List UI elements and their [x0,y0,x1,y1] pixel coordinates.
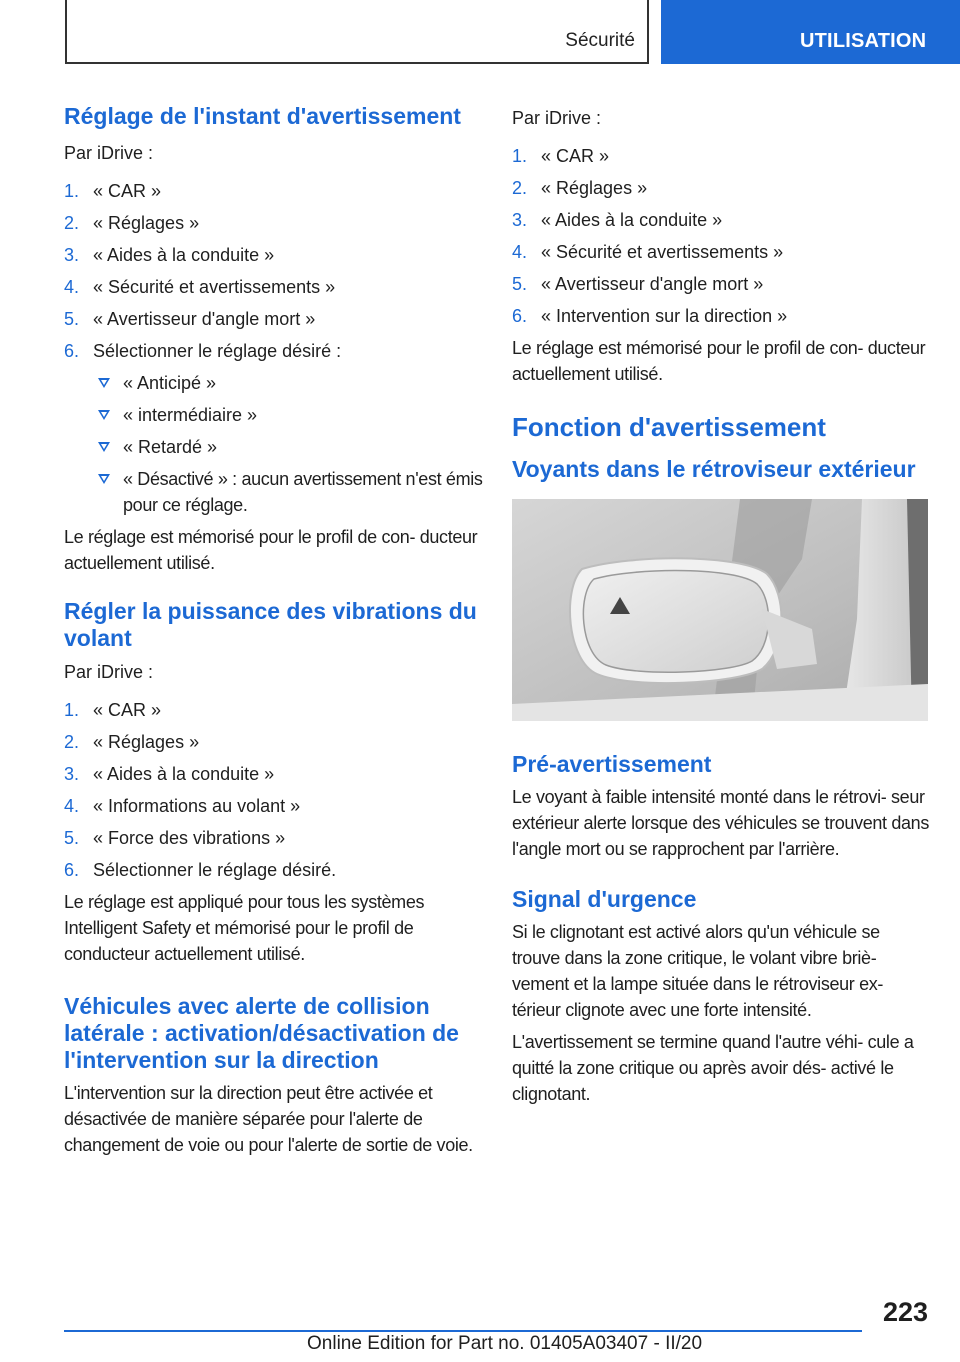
option-item: « Anticipé » [93,370,484,396]
triangle-bullet-icon [98,442,110,452]
step-item: 1. « CAR » [64,700,162,720]
option-item: « Retardé » [93,434,484,460]
body-steering-intervention: L'intervention sur la direction peut être activée et désactivée de manière séparée pour l'alerte de changement de voie ou pour l'alerte de sortie de voie. [64,1083,473,1155]
step-item: 6. « Intervention sur la direction » [512,306,788,326]
step-item: 6. Sélectionner le réglage désiré. [64,860,337,880]
heading-warning-time: Réglage de l'instant d'avertissement [64,103,461,129]
step-item: 4. « Sécurité et avertissements » [512,242,784,262]
mirror-illustration [512,499,930,721]
steps-steering [512,143,930,329]
left-column [64,100,484,1158]
step-item: 4. « Informations au volant » [64,796,301,816]
heading-mirror-lights: Voyants dans le rétroviseur extérieur [512,456,916,482]
note-profile-2: Le réglage est mémorisé pour le profil de con‐ ducteur actuellement utilisé. [512,338,926,384]
heading-warning-function: Fonction d'avertissement [512,412,826,442]
note-intelligent-safety: Le réglage est appliqué pour tous les systèmes Intelligent Safety et mémorisé pour le profil de conducteur actuellement utilisé. [64,892,425,964]
side-mirror-image [512,499,928,721]
step-item: 5. « Avertisseur d'angle mort » [512,274,764,294]
step-item: 1. « CAR » [512,146,610,166]
step-item: 3. « Aides à la conduite » [64,245,275,265]
option-item: « intermédiaire » [93,402,484,428]
heading-pre-warning: Pré‐avertissement [512,751,712,777]
step-item: 2. « Réglages » [64,732,200,752]
step-item: 6. Sélectionner le réglage désiré : [64,341,342,361]
triangle-bullet-icon [98,378,110,388]
header-section-box [65,0,649,64]
step-item: 4. « Sécurité et avertissements » [64,277,336,297]
footer-divider [64,1330,862,1332]
step-item: 3. « Aides à la conduite » [512,210,723,230]
triangle-bullet-icon [98,474,110,484]
footer-edition: Online Edition for Part no. 01405A03407 - II/20 [307,1333,703,1354]
header-section-title: Sécurité [565,30,635,51]
note-profile-1: Le réglage est mémorisé pour le profil de con‐ ducteur actuellement utilisé. [64,527,478,573]
step-item: 5. « Force des vibrations » [64,828,286,848]
header-chapter-tab [661,0,960,64]
page-number: 223 [882,1297,928,1327]
body-emergency-2: L'avertissement se termine quand l'autre véhi‐ cule a quitté la zone critique ou après avoir dés‐ activé le clignotant. [512,1032,914,1104]
options-warning-time [93,370,484,518]
intro-idrive-2: Par iDrive : [64,662,154,682]
right-column [512,100,930,1107]
heading-vibration-strength: Régler la puissance des vibrations du volant [64,598,477,651]
intro-idrive-3: Par iDrive : [512,108,602,128]
step-item: 1. « CAR » [64,181,162,201]
step-item: 2. « Réglages » [512,178,648,198]
intro-idrive-1: Par iDrive : [64,143,154,163]
step-item: 2. « Réglages » [64,213,200,233]
option-item: « Désactivé » : aucun avertissement n'est émis pour ce réglage. [93,466,484,518]
step-item: 3. « Aides à la conduite » [64,764,275,784]
heading-emergency-signal: Signal d'urgence [512,886,697,912]
header-chapter-title: UTILISATION [800,30,927,52]
triangle-bullet-icon [98,410,110,420]
steps-vibration [64,697,484,883]
body-pre-warning: Le voyant à faible intensité monté dans le rétrovi‐ seur extérieur alerte lorsque des véhicules se trouvent dans l'angle mort ou se rapprochent par l'arrière. [512,787,929,859]
step-item: 5. « Avertisseur d'angle mort » [64,309,316,329]
heading-side-collision: Véhicules avec alerte de collision latérale : activation/désactivation de l'intervention sur la direction [64,993,459,1073]
body-emergency-1: Si le clignotant est activé alors qu'un véhicule se trouve dans la zone critique, le volant vibre briè‐ vement et la lampe située dans le rétroviseur ex‐ térieur clignote avec une forte intensité. [512,922,884,1020]
steps-warning-time [64,178,484,364]
